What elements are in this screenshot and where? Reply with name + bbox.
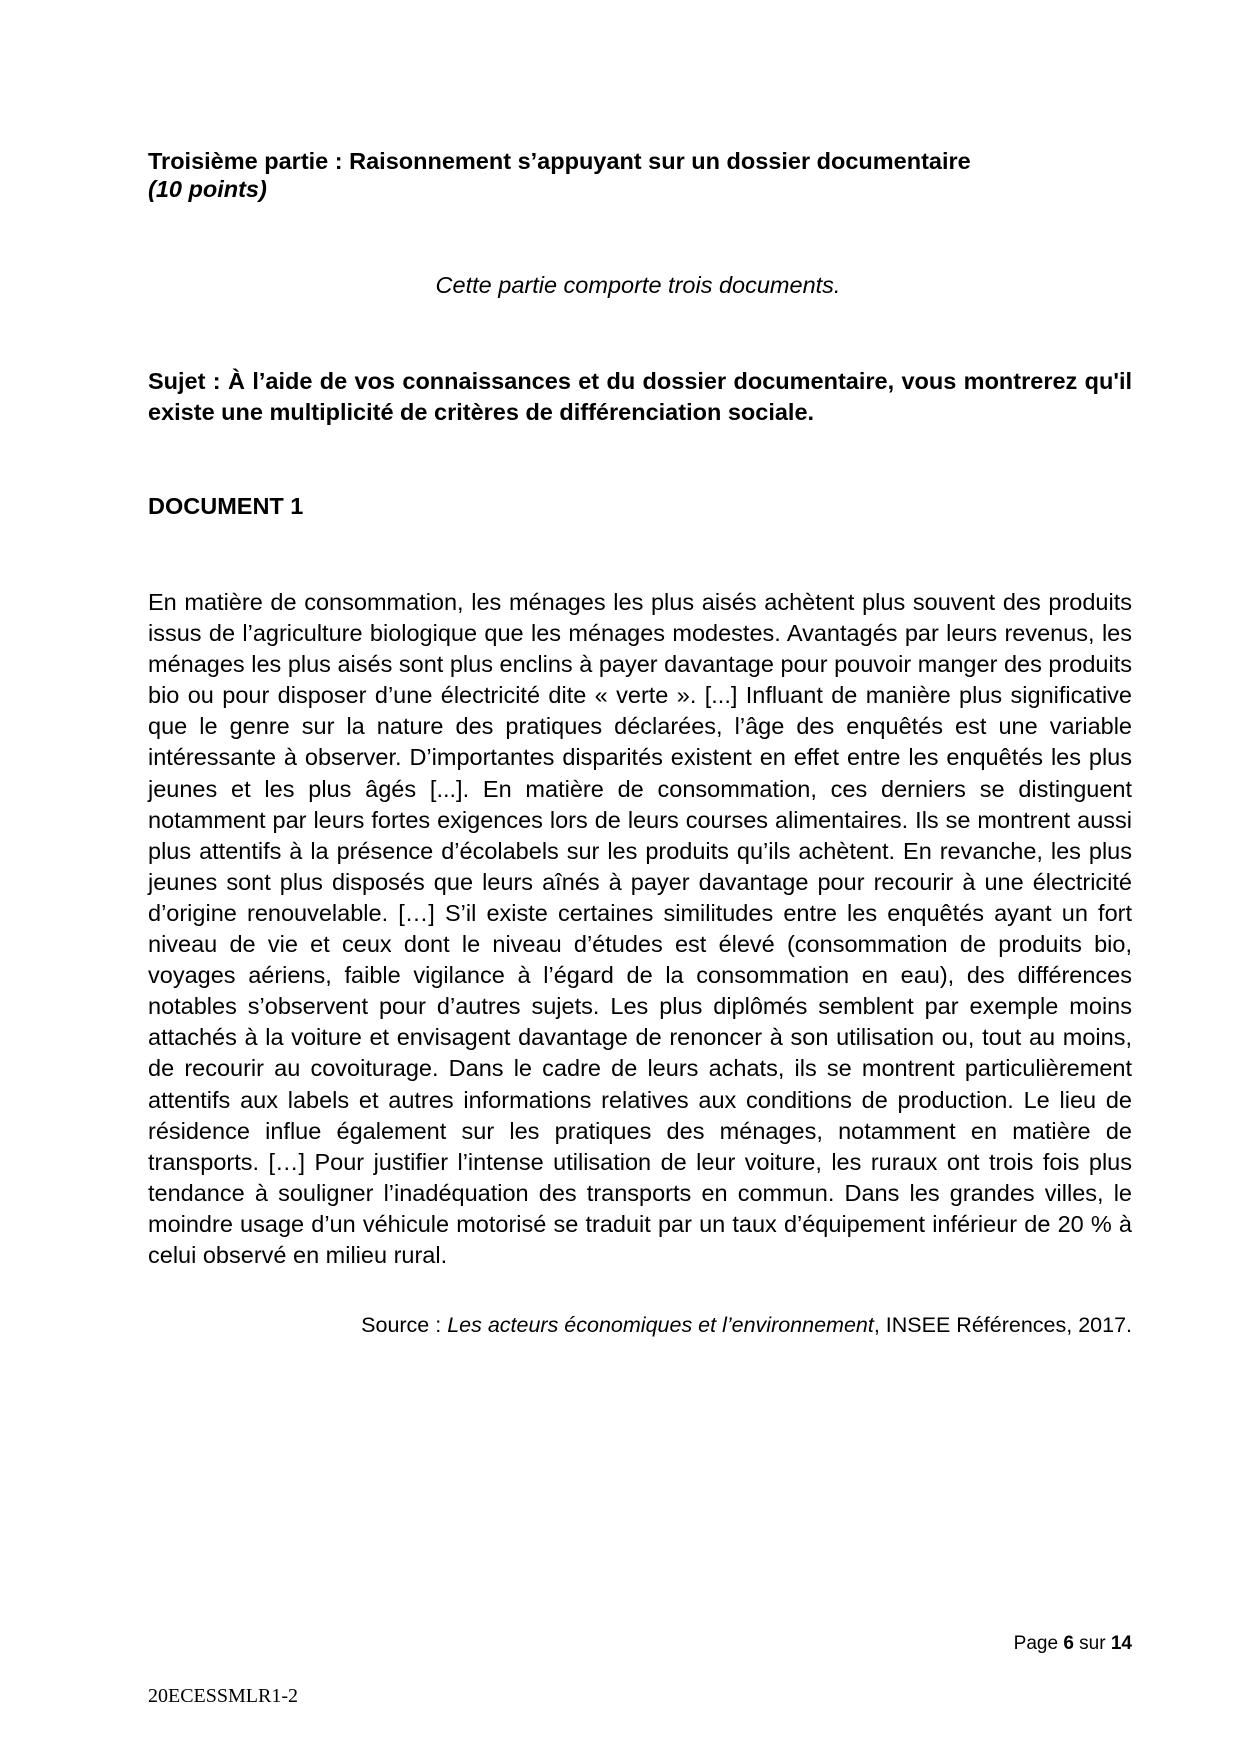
document-1-source [148,1311,1132,1339]
page-total: 14 [1110,1633,1132,1654]
intro-text: Cette partie comporte trois documents. [435,272,841,298]
source-prefix: Source : [361,1313,448,1337]
subject-text: Sujet : À l’aide de vos connaissances et du dossier documentaire, vous montrerez qu'il existe une multiplicité de critères de différenciation sociale. [148,368,1132,425]
document-1-heading: DOCUMENT 1 [148,493,304,519]
part-title [148,147,1128,203]
page-separator: sur [1079,1633,1106,1654]
page-word: Page [1013,1633,1059,1654]
source-title: Les acteurs économiques et l’environnement [447,1313,874,1337]
page-number [880,1632,1132,1656]
part-title-text: Troisième partie : Raisonnement s’appuyant sur un dossier documentaire [148,148,971,174]
document-1-body: En matière de consommation, les ménages les plus aisés achètent plus souvent des produits issus de l’agriculture biologique que les ménages modestes. Avantagés par leurs revenus, les ménages les plus aisés sont plus enclins à payer davantage pour pouvoir manger des produits bio ou pour disposer d’une électricité dite « verte ». [...] Influant de manière plus significative que le genre sur la nature des pratiques déclarées, l’âge des enquêtés est une variable intéressante à observer. D’importantes disparités existent en effet entre les enquêtés les plus jeunes et les plus âgés [...]. En matière de consommation, ces derniers se distinguent notamment par leurs fortes exigences lors de leurs courses alimentaires. Ils se montrent aussi plus attentifs à la présence d’écolabels sur les produits qu’ils achètent. En revanche, les plus jeunes sont plus disposés que leurs aînés à payer davantage pour recourir à une électricité d’origine renouvelable. […] S’il existe certaines similitudes entre les enquêtés ayant un fort niveau de vie et ceux dont le niveau d’études est élevé (consommation de produits bio, voyages aériens, faible vigilance à l’égard de la consommation en eau), des différences notables s’observent pour d’autres sujets. Les plus diplômés semblent par exemple moins attachés à la voiture et envisagent davantage de renoncer à son utilisation ou, tout au moins, de recourir au covoiturage. Dans le cadre de leurs achats, ils se montrent particulièrement attentifs aux labels et autres informations relatives aux conditions de production. Le lieu de résidence influe également sur les pratiques des ménages, notamment en matière de transports. […] Pour justifier l’intense utilisation de leur voiture, les ruraux ont trois fois plus tendance à souligner l’inadéquation des transports en commun. Dans les grandes villes, le moindre usage d’un véhicule motorisé se traduit par un taux d’équipement inférieur de 20 % à celui observé en milieu rural. [148,589,1132,1268]
page-current: 6 [1063,1633,1074,1654]
part-points: (10 points) [148,176,267,202]
source-suffix: , INSEE Références, 2017. [873,1313,1132,1337]
exam-code: 20ECESSMLR1-2 [148,1685,299,1707]
